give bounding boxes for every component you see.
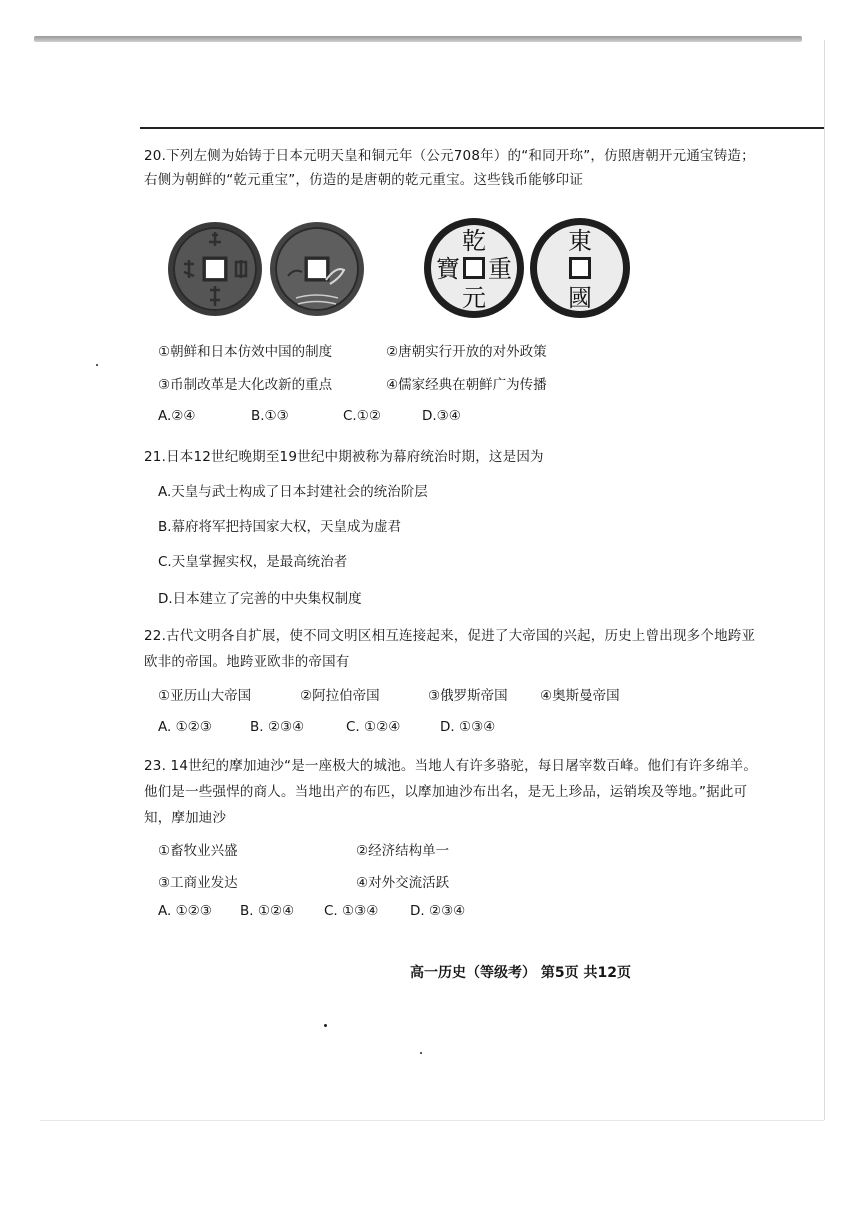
korean-coin-char-bottom: 元 — [462, 284, 486, 312]
japanese-coin-back-image — [268, 220, 366, 318]
q20-choice-b: B.①③ — [251, 408, 289, 424]
scan-edge-right — [824, 40, 825, 1120]
q21-choice-b: B.幕府将军把持国家大权，天皇成为虚君 — [158, 519, 402, 535]
korean-coin-back-image — [528, 216, 632, 320]
q23-choice-a: A. ①②③ — [158, 903, 212, 919]
q22-stem-line-1: 22.古代文明各自扩展，使不同文明区相互连接起来，促进了大帝国的兴起，历史上曾出现多个地跨亚 — [144, 628, 756, 644]
korean-coin-char-left: 寶 — [436, 255, 460, 283]
scan-edge-bottom — [40, 1120, 824, 1121]
page-footer: 高一历史（等级考） 第5页 共12页 — [410, 965, 631, 981]
q21-stem: 21.日本12世纪晚期至19世纪中期被称为幕府统治时期，这是因为 — [144, 449, 544, 465]
q22-item-1: ①亚历山大帝国 — [158, 688, 252, 704]
q22-choice-b: B. ②③④ — [250, 719, 305, 735]
q21-choice-a: A.天皇与武士构成了日本封建社会的统治阶层 — [158, 484, 428, 500]
q22-choice-a: A. ①②③ — [158, 719, 212, 735]
q23-choice-c: C. ①③④ — [324, 903, 379, 919]
q20-item-2: ②唐朝实行开放的对外政策 — [386, 344, 547, 360]
korean-coin-front-image — [422, 216, 526, 320]
q20-stem-line-1: 20.下列左侧为始铸于日本元明天皇和铜元年（公元708年）的“和同开珎”，仿照唐朝开元通宝铸造； — [144, 148, 755, 164]
q21-choice-c: C.天皇掌握实权，是最高统治者 — [158, 554, 348, 570]
q22-item-4: ④奥斯曼帝国 — [540, 688, 620, 704]
korean-coin-back-char-bottom: 國 — [568, 284, 592, 312]
japanese-coin-front-image — [166, 220, 264, 318]
q23-choice-d: D. ②③④ — [410, 903, 466, 919]
header-rule — [140, 127, 824, 129]
scan-shadow-top — [34, 36, 802, 42]
q23-item-2: ②经济结构单一 — [356, 843, 450, 859]
q23-stem-line-2: 他们是一些强悍的商人。当地出产的布匹，以摩加迪沙布出名，是无上珍品，运销埃及等地。”据此可 — [144, 784, 748, 800]
q23-item-4: ④对外交流活跃 — [356, 875, 450, 891]
q23-stem-line-3: 知，摩加迪沙 — [144, 810, 227, 826]
q20-item-3: ③币制改革是大化改新的重点 — [158, 377, 333, 393]
q23-item-1: ①畜牧业兴盛 — [158, 843, 238, 859]
scan-speck — [96, 364, 98, 366]
q20-item-1: ①朝鲜和日本仿效中国的制度 — [158, 344, 333, 360]
scan-speck — [324, 1024, 327, 1027]
q20-stem-line-2: 右侧为朝鲜的“乾元重宝”，仿造的是唐朝的乾元重宝。这些钱币能够印证 — [144, 172, 584, 188]
korean-coin-back-char-top: 東 — [568, 227, 592, 255]
q22-choice-c: C. ①②④ — [346, 719, 401, 735]
q23-stem-line-1: 23. 14世纪的摩加迪沙“是一座极大的城池。当地人有许多骆驼，每日屠宰数百峰。他们有许多绵羊。 — [144, 758, 758, 774]
q22-stem-line-2: 欧非的帝国。地跨亚欧非的帝国有 — [144, 654, 350, 670]
q23-choice-b: B. ①②④ — [240, 903, 295, 919]
q20-choice-a: A.②④ — [158, 408, 196, 424]
korean-coin-char-right: 重 — [488, 255, 512, 283]
q22-item-2: ②阿拉伯帝国 — [300, 688, 380, 704]
q20-item-4: ④儒家经典在朝鲜广为传播 — [386, 377, 547, 393]
q20-choice-d: D.③④ — [422, 408, 461, 424]
q23-item-3: ③工商业发达 — [158, 875, 238, 891]
q22-choice-d: D. ①③④ — [440, 719, 496, 735]
q22-item-3: ③俄罗斯帝国 — [428, 688, 508, 704]
scan-speck — [420, 1052, 422, 1054]
q21-choice-d: D.日本建立了完善的中央集权制度 — [158, 591, 362, 607]
q20-choice-c: C.①② — [343, 408, 381, 424]
korean-coin-char-top: 乾 — [462, 227, 486, 255]
